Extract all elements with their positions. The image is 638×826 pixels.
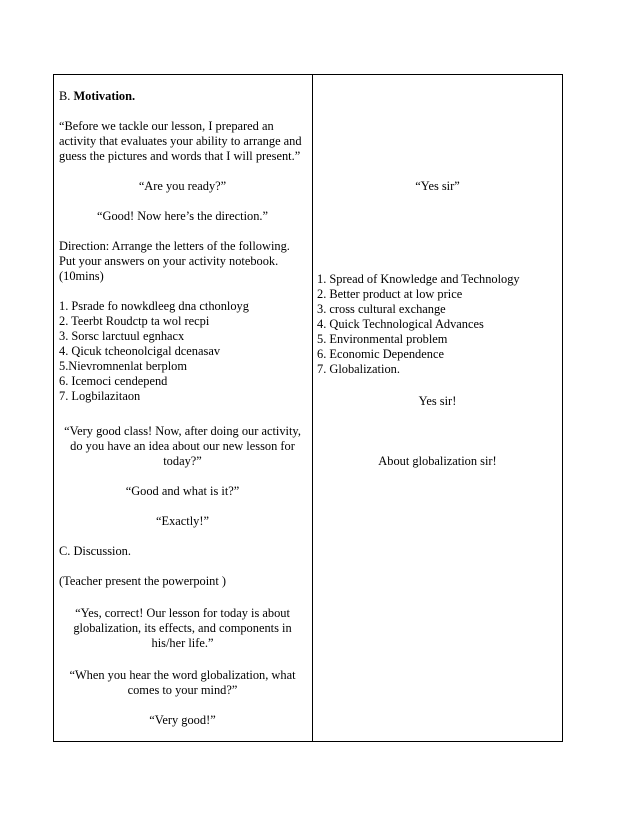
scrambled-item: 5.Nievromnenlat berplom: [59, 359, 188, 373]
scrambled-item: 6. Icemoci cendepend: [59, 374, 168, 388]
very-good-line: “Very good class! Now, after doing our activity,: [64, 424, 301, 438]
very-good: “Very good!”: [149, 713, 216, 727]
heading-prefix: B.: [59, 89, 74, 103]
scrambled-item: 2. Teerbt Roudctp ta wol recpi: [59, 314, 210, 328]
motivation-heading: [59, 89, 135, 104]
correct-line: his/her life.”: [151, 636, 214, 650]
direction-line: (10mins): [59, 269, 104, 283]
exactly: “Exactly!”: [156, 514, 209, 528]
answer-item: 6. Economic Dependence: [317, 347, 444, 361]
correct-line: globalization, its effects, and components in: [73, 621, 292, 635]
answer-item: 1. Spread of Knowledge and Technology: [317, 272, 520, 286]
discussion-heading: C. Discussion.: [59, 544, 131, 558]
direction-line: Put your answers on your activity notebook.: [59, 254, 279, 268]
intro-line: “Before we tackle our lesson, I prepared an: [59, 119, 274, 133]
answer-item: 7. Globalization.: [317, 362, 400, 376]
scrambled-item: 1. Psrade fo nowkdleeg dna cthonloyg: [59, 299, 249, 313]
answer-item: 5. Environmental problem: [317, 332, 448, 346]
very-good-line: do you have an idea about our new lesson for: [70, 439, 295, 453]
teacher-present: (Teacher present the powerpoint ): [59, 574, 227, 588]
lesson-table: [53, 74, 563, 742]
when-line: “When you hear the word globalization, what: [69, 668, 296, 682]
very-good-line: today?”: [163, 454, 202, 468]
answer-item: 2. Better product at low price: [317, 287, 463, 301]
correct-line: “Yes, correct! Our lesson for today is about: [75, 606, 290, 620]
intro-line: activity that evaluates your ability to arrange and: [59, 134, 302, 148]
what-is-it: “Good and what is it?”: [125, 484, 240, 498]
scrambled-item: 7. Logbilazitaon: [59, 389, 141, 403]
yes-sir: Yes sir!: [418, 394, 457, 408]
answer-item: 4. Quick Technological Advances: [317, 317, 484, 331]
when-line: comes to your mind?”: [127, 683, 238, 697]
yes-sir-quote: “Yes sir”: [415, 179, 460, 193]
heading-bold: Motivation.: [73, 89, 136, 103]
ready-question: “Are you ready?”: [138, 179, 227, 193]
answer-item: 3. cross cultural exchange: [317, 302, 446, 316]
good-direction: “Good! Now here’s the direction.”: [97, 209, 268, 223]
scrambled-item: 4. Qicuk tcheonolcigal dcenasav: [59, 344, 221, 358]
scrambled-item: 3. Sorsc larctuul egnhacx: [59, 329, 185, 343]
intro-line: guess the pictures and words that I will present.”: [59, 149, 301, 163]
direction-line: Direction: Arrange the letters of the following.: [59, 239, 290, 253]
about-globalization: About globalization sir!: [378, 454, 497, 468]
